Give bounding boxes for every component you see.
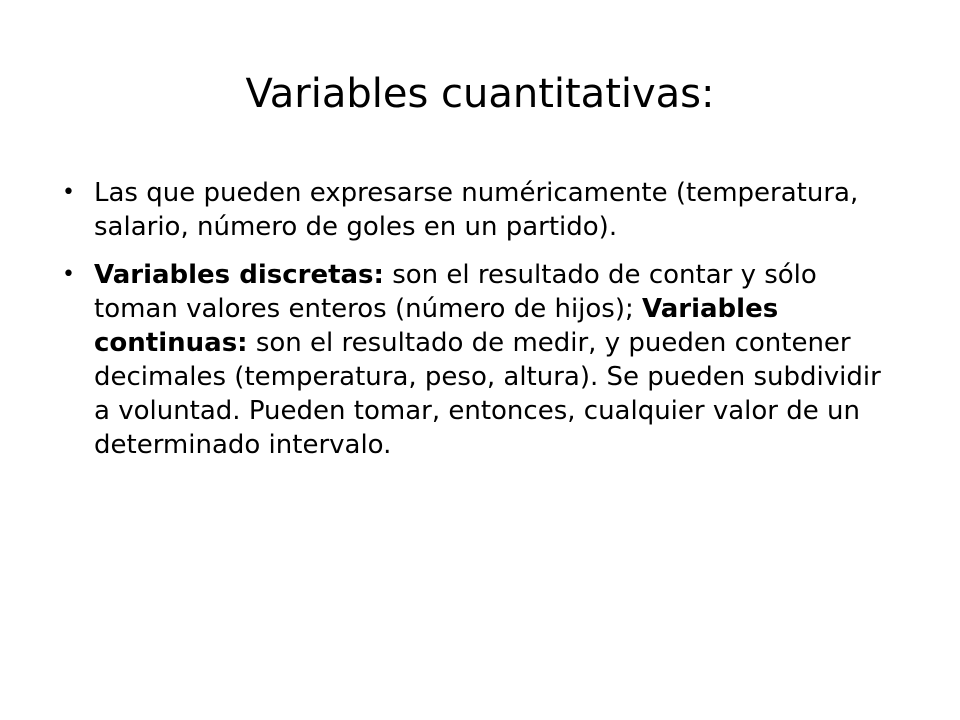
bullet-item-quantitative-definition (58, 176, 888, 244)
term-continuous-variables: Variables continuas: (94, 294, 779, 358)
bullet-icon: • (62, 262, 75, 287)
term-discrete-variables: Variables discretas: (94, 260, 384, 290)
bullet-list (58, 176, 888, 476)
bullet-text: Las que pueden expresarse numéricamente (temperatura, salario, número de goles en un partido). (94, 178, 859, 242)
discrete-description: son el resultado de contar y sólo toman valores enteros (número de hijos); (94, 260, 817, 324)
bullet-item-discrete-continuous (58, 258, 888, 462)
slide-title: Variables cuantitativas: (245, 71, 715, 117)
bullet-icon: • (62, 180, 75, 205)
continuous-description: son el resultado de medir, y pueden contener decimales (temperatura, peso, altura). Se pueden subdividir a voluntad. Pueden tomar, entonces, cualquier valor de un determinado intervalo. (94, 328, 881, 460)
